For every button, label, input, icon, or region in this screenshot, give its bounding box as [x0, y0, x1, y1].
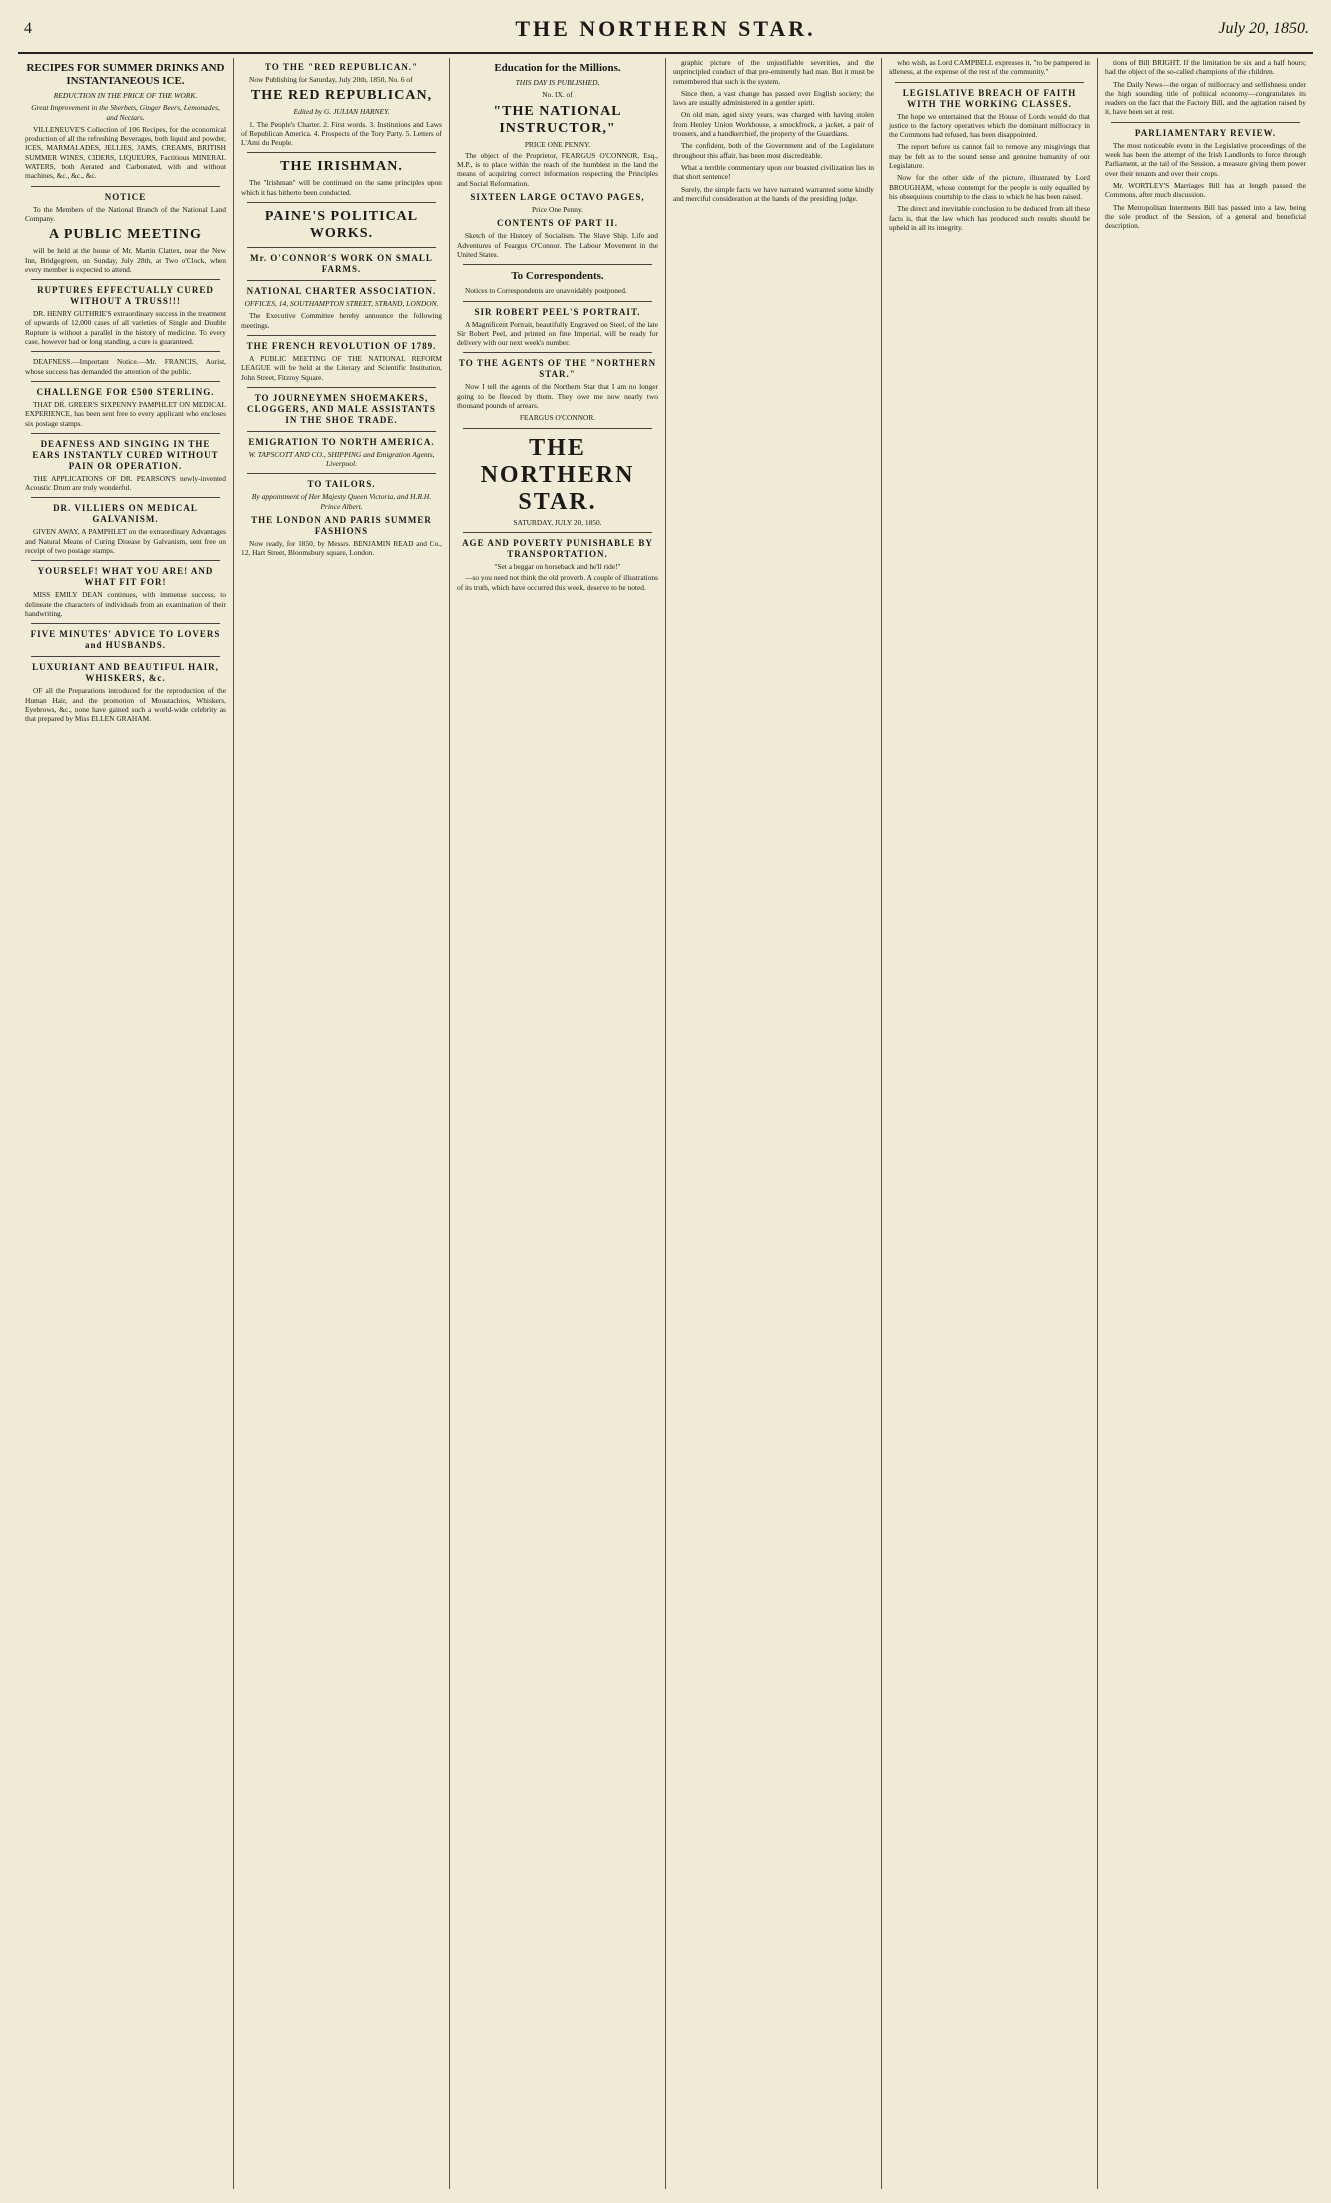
- editorial-text: What a terrible commentary upon our boasted civilization lies in that short sentence!: [673, 162, 874, 182]
- divider: [31, 656, 220, 657]
- divider: [247, 247, 436, 248]
- editorial-masthead: THE NORTHERN STAR.: [480, 434, 635, 515]
- editorial-text: Surely, the simple facts we have narrated warranted some kindly and merciful consideration at the hands of the presiding judge.: [673, 184, 874, 203]
- masthead: THE NORTHERN STAR.: [515, 16, 816, 41]
- editorial-text: The report before us cannot fail to remove any misgivings that may be felt as to the sound sense and genuine humanity of our Legislature.: [889, 142, 1090, 171]
- article-text: Notices to Correspondents are unavoidably postponed.: [465, 286, 627, 296]
- notice-title-small-farms: Mr. O'CONNOR'S WORK ON SMALL FARMS.: [250, 253, 433, 275]
- column-6: [1098, 58, 1313, 2189]
- ad-subheading: REDUCTION IN THE PRICE OF THE WORK.: [53, 91, 198, 100]
- ad-text: will be held at the house of Mr. Martin Clattex, near the New Inn, Bridgegreen, on Sunday, July 28th, at Two o'Clock, when every member is expected to attend.: [25, 246, 226, 274]
- divider: [31, 351, 220, 352]
- divider: [463, 428, 652, 429]
- divider: [31, 560, 220, 561]
- notice-text: Now ready, for 1850, by Messrs. BENJAMIN READ and Co., 12, Hart Street, Bloomsbury square, London.: [241, 539, 442, 558]
- ad-heading-meeting: A PUBLIC MEETING: [49, 227, 202, 243]
- editorial-text: The direct and inevitable conclusion to be deduced from all these facts is, that the law which has produced such results should be upheld in all its integrity.: [889, 204, 1090, 232]
- editorial-text: —so you need not think the old proverb. A couple of illustrations of its truth, which have occurred this week, deserve to be noted.: [457, 573, 658, 592]
- price-line: Price One Penny.: [531, 205, 584, 215]
- ad-heading-ruptures: RUPTURES EFFECTUALLY CURED WITHOUT A TRUSS!!!: [37, 285, 214, 307]
- page-header: [18, 12, 1313, 54]
- ad-text: To the Members of the National Branch of the National Land Company.: [25, 204, 226, 223]
- ad-heading-notice: NOTICE: [104, 191, 147, 202]
- notice-subtitle: OFFICES, 14, SOUTHAMPTON STREET, STRAND, LONDON.: [244, 299, 439, 309]
- editorial-text: Mr. WORTLEY'S Marriages Bill has at length passed the Commons, after much discussion.: [1105, 180, 1306, 200]
- editorial-text: The hope we entertained that the House of Lords would do that justice to the factory operatives which the dominant millocracy in the Commons had refused, has been disappointed.: [889, 111, 1090, 140]
- divider: [247, 335, 436, 336]
- columns: [18, 58, 1313, 2189]
- notice-title-irishman: THE IRISHMAN.: [280, 159, 403, 175]
- ad-text: THE APPLICATIONS OF DR. PEARSON'S newly-invented Acoustic Drum are truly wonderful.: [25, 473, 226, 493]
- ad-heading-hair: LUXURIANT AND BEAUTIFUL HAIR, WHISKERS, &c.: [32, 662, 219, 684]
- column-1: [18, 58, 234, 2189]
- divider: [31, 433, 220, 434]
- contents-list: Sketch of the History of Socialism. The Slave Ship. Life and Adventures of Feargus O'Connor. The Labour Movement in the United States.: [457, 231, 658, 259]
- divider: [247, 280, 436, 281]
- publication-title: "THE NATIONAL INSTRUCTOR,": [493, 103, 622, 136]
- ad-text: MISS EMILY DEAN continues, with immense success, to delineate the characters of individuals from an examination of their handwriting.: [25, 590, 226, 618]
- editorial-text: The most noticeable event in the Legislative proceedings of the week has been the attempt of the Irish Landlords to force through Parliament, at the tail of the Session, a measure giving them power over their tenants and over their crops.: [1105, 140, 1306, 178]
- ad-text: VILLENEUVE'S Collection of 106 Recipes, for the economical production of all the refreshing Beverages, both liquid and powder, ICES, MARMALADES, JELLIES, JAMS, CREAMS, BRITISH SUMMER WINES, CIDERS, LIQUEURS, Factitious MINERAL WATERS, both Aerated and Carbonated, with and without machines, &c., &c., &c.: [25, 124, 226, 181]
- section-heading-portrait: SIR ROBERT PEEL'S PORTRAIT.: [474, 306, 641, 317]
- notice-text: 1. The People's Charter. 2. First words. 3. Institutions and Laws of Republican America. 4. Prospects of the Tory Party. 5. Letters of L'Ami du Peuple.: [241, 119, 442, 148]
- ad-subheading: Great Improvement in the Sherbets, Ginger Beers, Lemonades, and Nectars.: [31, 103, 220, 122]
- notice-title-tailors: TO TAILORS.: [307, 479, 376, 490]
- divider: [895, 82, 1084, 83]
- signature: FEARGUS O'CONNOR.: [519, 413, 596, 423]
- section-heading: SIXTEEN LARGE OCTAVO PAGES,: [470, 192, 645, 203]
- section-heading-correspondents: To Correspondents.: [511, 270, 604, 283]
- divider: [247, 152, 436, 153]
- ad-heading-advice: FIVE MINUTES' ADVICE TO LOVERS and HUSBANDS.: [30, 629, 221, 651]
- divider: [463, 532, 652, 533]
- editorial-text: The Daily News—the organ of millocracy and selfishness under the high sounding title of political economy—congratulates its readers on the fact that the Factory Bill, and the agitation raised by it, have been set at rest.: [1105, 79, 1306, 117]
- editorial-date: SATURDAY, JULY 20, 1850.: [513, 517, 602, 527]
- ad-text: GIVEN AWAY, A PAMPHLET on the extraordinary Advantages and Natural Means of Curing Disease by Galvanism, sent free on receipt of two postage stamps.: [25, 527, 226, 556]
- ad-heading-galvanism: DR. VILLIERS ON MEDICAL GALVANISM.: [53, 503, 198, 525]
- notice-title-revolution: THE FRENCH REVOLUTION OF 1789.: [246, 340, 437, 351]
- editorial-text: The Metropolitan Interments Bill has passed into a law, being the sole product of the Session, of a general and beneficial description.: [1105, 202, 1306, 231]
- column-4: [666, 58, 882, 2189]
- notice-subtitle: W. TAPSCOTT AND CO., SHIPPING and Emigration Agents, Liverpool.: [248, 449, 435, 469]
- ad-text-deafness: DEAFNESS.—Important Notice.—Mr. FRANCIS, Aurist, whose success has demanded the attention of the public.: [25, 357, 226, 376]
- editorial-heading: AGE AND POVERTY PUNISHABLE BY TRANSPORTATION.: [462, 537, 653, 559]
- editorial-quote: "Set a beggar on horseback and he'll ride!": [494, 561, 621, 571]
- ad-heading-deafness: DEAFNESS AND SINGING IN THE EARS INSTANTLY CURED WITHOUT PAIN OR OPERATION.: [32, 438, 219, 471]
- notice-text: The "Irishman" will be continued on the same principles upon which it has hitherto been conducted.: [241, 178, 442, 197]
- ad-text: THAT DR. GREER'S SIXPENNY PAMPHLET ON MEDICAL EXPERIENCE, has been sent free to every applicant who encloses six postage stamps.: [25, 399, 226, 428]
- issue-number: No. IX. of: [542, 90, 573, 100]
- notice-text: Now Publishing for Saturday, July 20th, 1850, No. 6 of: [249, 75, 413, 84]
- divider: [31, 623, 220, 624]
- article-text: Now I tell the agents of the Northern Star that I am no longer going to be fleeced by them. They owe me now nearly two thousand pounds of arrears.: [457, 382, 658, 411]
- divider: [247, 202, 436, 203]
- divider: [31, 279, 220, 280]
- notice-title-paine: PAINE'S POLITICAL WORKS.: [264, 209, 419, 242]
- ad-heading-recipes: RECIPES FOR SUMMER DRINKS AND INSTANTANEOUS ICE.: [26, 62, 225, 87]
- notice-text: The Executive Committee hereby announce the following meetings.: [241, 311, 442, 330]
- column-3: [450, 58, 666, 2189]
- notice-title-fashions: THE LONDON AND PARIS SUMMER FASHIONS: [251, 515, 432, 537]
- article-text: A Magnificent Portrait, beautifully Engraved on Steel, of the late Sir Robert Peel, and printed on fine Imperial, will be ready for delivery with our next week's number.: [457, 319, 658, 348]
- divider: [247, 473, 436, 474]
- divider: [247, 431, 436, 432]
- divider: [463, 264, 652, 265]
- notice-heading: TO THE "RED REPUBLICAN.": [264, 62, 419, 72]
- divider: [31, 381, 220, 382]
- column-5: [882, 58, 1098, 2189]
- ad-heading-yourself: YOURSELF! WHAT YOU ARE! AND WHAT FIT FOR!: [37, 566, 214, 588]
- editorial-text: who wish, as Lord CAMPBELL expresses it, "to be pampered in idleness, at the expense of the rest of the community.": [889, 58, 1090, 77]
- section-subheading: THIS DAY IS PUBLISHED,: [515, 78, 600, 87]
- divider: [463, 301, 652, 302]
- column-2: [234, 58, 450, 2189]
- ad-heading-challenge: CHALLENGE FOR £500 STERLING.: [36, 386, 215, 397]
- editorial-text: The confident, both of the Government and of the Legislature throughout this affair, has been most discreditable.: [673, 141, 874, 160]
- notice-title-red-republican: THE RED REPUBLICAN,: [250, 88, 433, 104]
- section-heading-education: Education for the Millions.: [494, 62, 621, 74]
- divider: [463, 352, 652, 353]
- editorial-heading-breach: LEGISLATIVE BREACH OF FAITH WITH THE WORKING CLASSES.: [902, 87, 1077, 109]
- article-text: The object of the Proprietor, FEARGUS O'CONNOR, Esq., M.P., is to place within the reach of the humblest in the land the means of acquiring correct information respecting the Principles and Social Reformation.: [457, 150, 658, 188]
- notice-subtitle: By appointment of Her Majesty Queen Victoria, and H.R.H. Prince Albert.: [251, 492, 432, 511]
- section-heading-agents: TO THE AGENTS OF THE "NORTHERN STAR.": [458, 358, 657, 380]
- divider: [31, 186, 220, 187]
- issue-date: July 20, 1850.: [1218, 20, 1309, 37]
- notice-title-emigration: EMIGRATION TO NORTH AMERICA.: [248, 436, 435, 447]
- editorial-text: Now for the other side of the picture, illustrated by Lord BROUGHAM, whose contempt for the people is only equalled by his obsequious courtship to the class to which he has been raised.: [889, 173, 1090, 201]
- editorial-text: On old man, aged sixty years, was charged with having stolen from Henley Union Workhouse, a smockfrock, a jacket, a pair of trousers, and a handkerchief, the property of the Guardians.: [673, 110, 874, 139]
- editorial-text: Since then, a vast change has passed over English society; the laws are usually administered in a gentler spirit.: [673, 88, 874, 108]
- price-line: PRICE ONE PENNY.: [524, 139, 591, 149]
- divider: [31, 497, 220, 498]
- editorial-text: graphic picture of the unjustifiable severities, and the unprincipled conduct of that pre-eminently bad man. But it must be remembered that such is the system.: [673, 58, 874, 86]
- divider: [247, 387, 436, 388]
- ad-text: OF all the Preparations introduced for the reproduction of the Human Hair, and the promotion of Moustachios, Whiskers, Eyebrows, &c., none have gained such a world-wide celebrity as that prepared by Miss ELLEN GRAHAM.: [25, 686, 226, 724]
- notice-subtitle: Edited by G. JULIAN HARNEY.: [293, 107, 390, 117]
- editorial-text: tions of Bill BRIGHT. If the limitation be six and a half hours; had the object of the so-called champions of the children.: [1105, 58, 1306, 77]
- section-heading-parliamentary: PARLIAMENTARY REVIEW.: [1134, 127, 1277, 138]
- divider: [1111, 122, 1300, 123]
- notice-title-charter: NATIONAL CHARTER ASSOCIATION.: [246, 286, 437, 297]
- section-heading-contents: CONTENTS OF PART II.: [496, 218, 619, 229]
- notice-title-shoemakers: TO JOURNEYMEN SHOEMAKERS, CLOGGERS, AND MALE ASSISTANTS IN THE SHOE TRADE.: [247, 392, 436, 425]
- page-number: 4: [24, 20, 32, 37]
- ad-text: DR. HENRY GUTHRIE'S extraordinary success in the treatment of upwards of 12,000 cases of all varieties of Single and Double Rupture is without a parallel in the history of medicine. To every case, however bad or long standing, a cure is guaranteed.: [25, 309, 226, 347]
- notice-text: A PUBLIC MEETING OF THE NATIONAL REFORM LEAGUE will be held at the Literary and Scientific Institution, John Street, Fitzroy Square.: [241, 353, 442, 382]
